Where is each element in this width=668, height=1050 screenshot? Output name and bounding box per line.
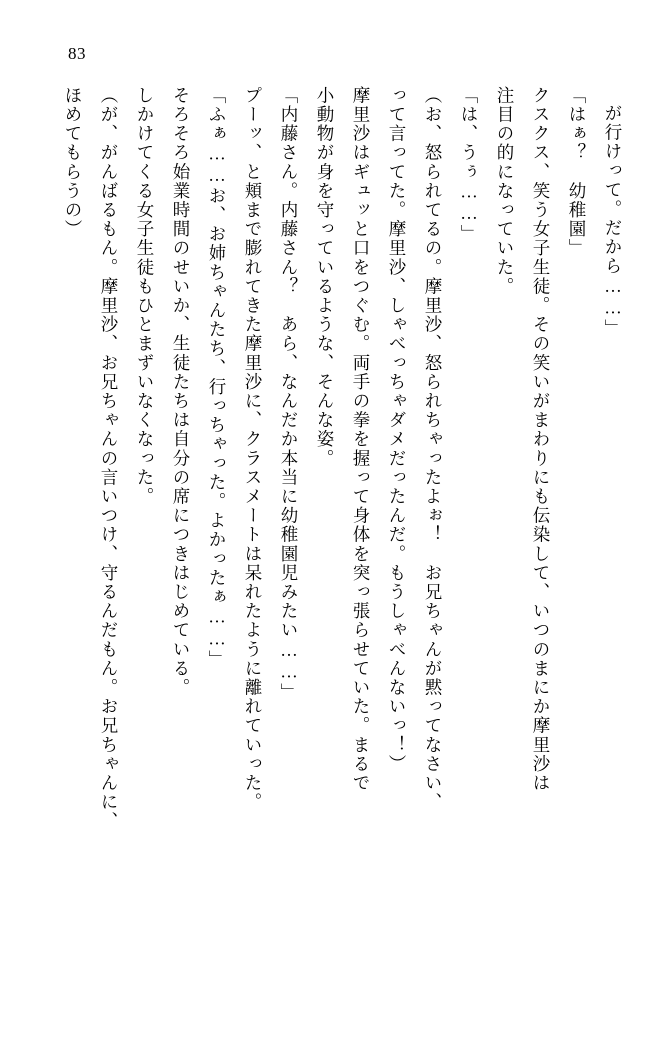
page-number: 83: [68, 44, 86, 63]
text-line: が行けって。だから……」: [603, 104, 623, 339]
text-line: クスクス、笑う女子生徒。その笑いがまわりにも伝染して、いつのまにか摩里沙は: [531, 86, 551, 793]
text-line: （が、がんばるもん。摩里沙、お兄ちゃんの言いつけ、守るんだもん。お兄ちゃんに、: [99, 86, 119, 831]
text-line: 小動物が身を守っているような、そんな姿。: [315, 86, 335, 468]
text-line: ほめてもらうの）: [63, 86, 83, 239]
text-line: （お、怒られてるの。摩里沙、怒られちゃったよぉ！ お兄ちゃんが黙ってなさい、: [423, 86, 443, 812]
text-line: 注目の的になっていた。: [495, 86, 515, 297]
text-line: 「ふぁ……お、お姉ちゃんたち、行っちゃった。よかったぁ……」: [207, 86, 227, 669]
body-text: [52, 86, 628, 1016]
text-line: って言ってた。摩里沙、しゃべっちゃダメだったんだ。もうしゃべんないっ！）: [387, 86, 407, 774]
text-line: 「内藤さん。内藤さん？ あら、なんだか本当に幼稚園児みたい……」: [279, 86, 299, 703]
text-line: 摩里沙はギュッと口をつぐむ。両手の拳を握って身体を突っ張らせていた。まるで: [351, 86, 371, 793]
text-line: 「はぁ？ 幼稚園」: [567, 86, 587, 258]
text-line: 「は、うぅ……」: [459, 86, 479, 244]
text-line: プーッ、と頬まで膨れてきた摩里沙に、クラスメートは呆れたように離れていった。: [243, 86, 263, 812]
text-line: しかけてくる女子生徒もひとまずいなくなった。: [135, 86, 155, 507]
text-line: そろそろ始業時間のせいか、生徒たちは自分の席につきはじめている。: [171, 86, 191, 698]
